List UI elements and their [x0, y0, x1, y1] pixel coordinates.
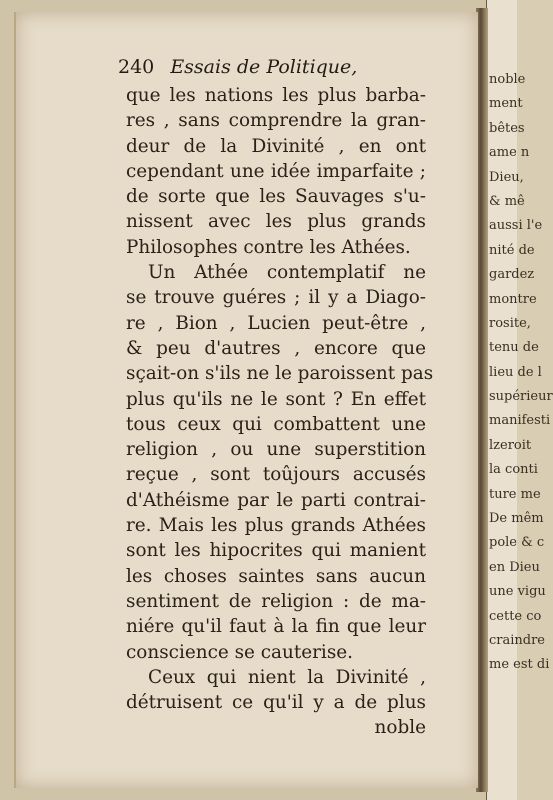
facing-page-fragment: une vigu: [489, 584, 546, 600]
paragraph-start-line: Un Athée contemplatif ne: [148, 262, 426, 284]
facing-page-fragment: lieu de l: [489, 364, 542, 380]
text-line: re , Bion , Lucien peut-être ,: [126, 312, 426, 334]
facing-page-fragment: craindre: [489, 632, 546, 648]
facing-page-fragment: montre: [489, 291, 537, 307]
text-line: plus qu'ils ne le sont ? En effet: [126, 388, 426, 410]
facing-page-fragment: manifesti: [489, 413, 551, 429]
facing-page-fragment: ment: [489, 96, 523, 112]
facing-page-fragment: la conti: [489, 462, 538, 478]
facing-page-fragment: ame n: [489, 145, 530, 161]
text-line: sentiment de religion : de ma-: [126, 590, 426, 612]
text-line: res , sans comprendre la gran-: [126, 110, 426, 132]
text-line: d'Athéisme par le parti contrai-: [126, 489, 426, 511]
text-line: Philosophes contre les Athées.: [126, 236, 411, 258]
text-line: sont les hipocrites qui manient: [126, 540, 426, 562]
text-line: nissent avec les plus grands: [126, 211, 426, 233]
text-line: de sorte que les Sauvages s'u-: [126, 186, 426, 208]
text-line: détruisent ce qu'il y a de plus: [126, 692, 426, 714]
running-title: Essais de Politique,: [170, 56, 358, 78]
text-line: conscience se cauterise.: [126, 641, 353, 663]
page-number: 240: [118, 56, 155, 78]
text-line: deur de la Divinité , en ont: [126, 135, 426, 157]
paragraph-start-line: Ceux qui nient la Divinité ,: [148, 666, 426, 688]
facing-page-fragment: tenu de: [489, 340, 539, 356]
text-line: cependant une idée imparfaite ;: [126, 160, 426, 182]
text-line: que les nations les plus barba-: [126, 85, 426, 106]
text-line: religion , ou une superstition: [126, 439, 426, 461]
text-line: niére qu'il faut à la fin que leur: [126, 616, 426, 638]
facing-page-fragment: ture me: [489, 486, 541, 502]
catchword: noble: [374, 717, 426, 739]
text-line: tous ceux qui combattent une: [126, 413, 426, 435]
facing-page-fragment: nité de: [489, 242, 535, 258]
facing-page-fragment: pole & c: [489, 535, 545, 551]
body-text: [126, 83, 434, 741]
facing-page-fragment: gardez: [489, 267, 535, 283]
text-line: re. Mais les plus grands Athées: [126, 515, 426, 537]
facing-page-fragment: en Dieu: [489, 559, 540, 575]
text-line: se trouve guéres ; il y a Diago-: [126, 287, 426, 309]
text-line: les choses saintes sans aucun: [126, 565, 426, 587]
facing-page-fragment: cette co: [489, 608, 542, 624]
facing-page-fragment: Dieu,: [489, 169, 524, 185]
facing-page-fragment: rosite,: [489, 315, 531, 331]
facing-page-fragment: me est di: [489, 657, 550, 673]
facing-page-fragment: De mêm: [489, 511, 544, 527]
facing-page-fragment: lzeroit: [489, 437, 532, 453]
facing-page-fragment: bêtes: [489, 120, 525, 136]
running-head: [118, 56, 448, 86]
facing-page-fragment: & mê: [489, 193, 525, 209]
text-line: sçait-on s'ils ne le paroissent pas: [126, 363, 434, 385]
facing-page-fragment: aussi l'e: [489, 218, 543, 234]
text-line: reçue , sont toûjours accusés: [126, 464, 426, 486]
facing-page: [486, 0, 553, 800]
facing-page-text: [489, 68, 553, 678]
facing-page-fragment: supérieur: [489, 389, 553, 405]
text-line: & peu d'autres , encore que: [126, 337, 426, 359]
facing-page-fragment: noble: [489, 72, 526, 87]
